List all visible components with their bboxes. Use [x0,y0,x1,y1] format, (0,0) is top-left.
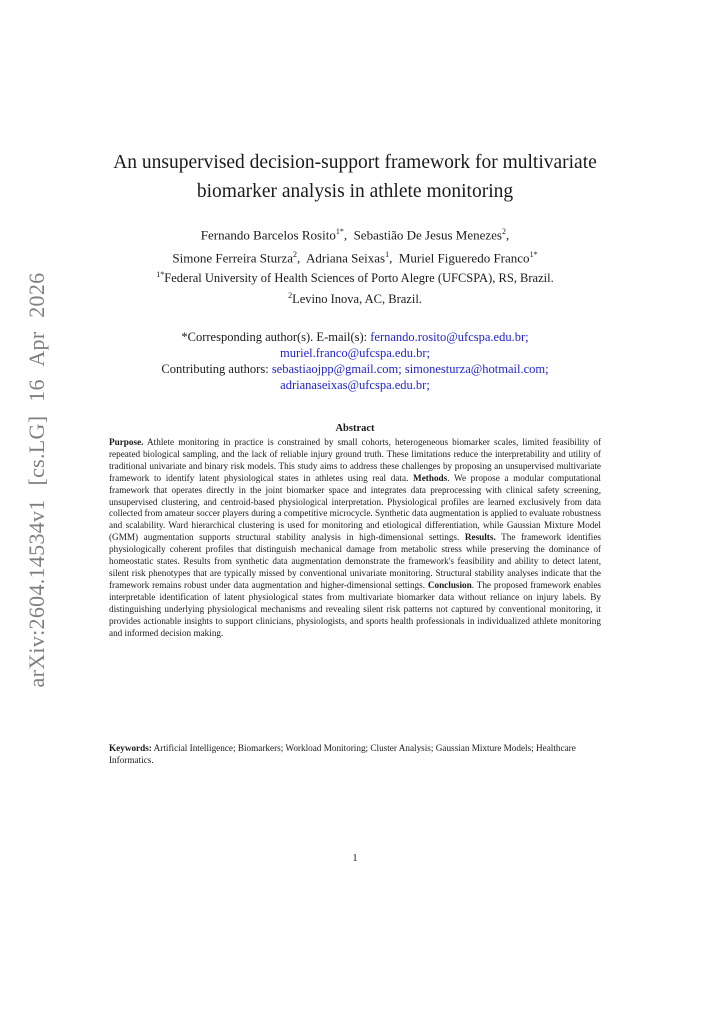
contributing-label: Contributing authors: [161,362,269,376]
keywords [109,743,601,767]
affiliation-2 [90,287,620,308]
author-line-2: Simone Ferreira Sturza$^2$, Adriana Seixas$^1$, Muriel Figueredo Franco$^{1*}$ [172,250,538,266]
purpose-label: Purpose. [109,437,144,447]
email-link[interactable]: adrianaseixas@ufcspa.edu.br; [280,378,430,392]
keywords-label: Keywords: [109,743,152,753]
contact-info [90,329,620,393]
author-name: Muriel Figueredo Franco [398,250,530,266]
methods-text: . We propose a modular computational framework that operates directly in the joint biomarker space and integrates data preprocessing with clinical safety screening, unsupervised clustering, and centroid-based physiological interpretation. Physiological profiles are learned exclusively from data collected from amateur soccer players during a competitive microcycle. Synthetic data augmentation is applied to evaluate robustness and scalability. Ward hierarchical clustering is used for monitoring and etiological differentiation, while Gaussian Mixture Model (GMM) augmentation supports structural stability analysis in high-dimensional settings. [109,472,601,543]
author-list [90,222,620,269]
author-name: Fernando Barcelos Rosito [200,227,336,243]
affiliation-text: Levino Inova, AC, Brazil. [292,292,422,307]
email-link[interactable]: sebastiaojpp@gmail.com; [271,362,402,376]
author-affiliation-mark: 1* [529,250,538,260]
affiliation-1 [90,266,620,287]
results-label: Results. [464,532,496,543]
contributing-line [90,361,620,377]
abstract-body [109,437,601,639]
affiliation-mark: 1* [156,270,165,279]
author-name: Adriana Seixas [306,250,386,266]
abstract-heading: Abstract [335,423,375,434]
author-line-1: Fernando Barcelos Rosito$^{1*}$, Sebastião De Jesus Menezes$^2$, [200,227,510,243]
author-affiliation-mark: 2 [501,227,506,236]
title-line-1: An unsupervised decision-support framework for multivariate [113,152,597,173]
keywords-text: Artificial Intelligence; Biomarkers; Workload Monitoring; Cluster Analysis; Gaussian Mixture Models; Healthcare Informatics. [109,743,576,765]
author-affiliation-mark: 1 [385,250,390,260]
arxiv-identifier[interactable]: arXiv:2604.14534v1 [cs.LG] 16 Apr 2026 [24,272,49,688]
affiliation-mark: 2 [288,291,293,301]
paper-title [90,148,620,206]
results-text: The framework identifies physiologically coherent profiles that distinguish mechanical damage from metabolic stress while preserving the dominance of homeostatic states. Results from synthetic data augmentation demonstrate the framework's feasibility and ability to detect latent, silent risk phenotypes that are typically missed by conventional univariate monitoring. Structural stability analyses indicate that the framework remains robust under data augmentation and higher-dimensional settings. [109,532,601,590]
author-name: Simone Ferreira Sturza [172,250,293,266]
methods-label: Methods [413,472,448,483]
email-link[interactable]: simonesturza@hotmail.com; [404,362,549,376]
page-number: 1 [352,853,358,864]
email-link[interactable]: fernando.rosito@ufcspa.edu.br; [370,330,529,344]
author-affiliation-mark: 2 [293,250,297,260]
corresponding-line [90,329,620,345]
affiliation-text: Federal University of Health Sciences of Porto Alegre (UFCSPA), RS, Brazil. [164,271,554,286]
corresponding-line-2 [90,345,620,361]
contributing-line-2 [90,377,620,393]
affiliations [90,266,620,308]
title-line-2: biomarker analysis in athlete monitoring [196,181,514,202]
purpose-text: Athlete monitoring in practice is constrained by small cohorts, heterogeneous biomarker scales, limited feasibility of repeated biological sampling, and the lack of reliable injury ground truth. These limitations reduce the interpretability and utility of traditional univariate and binary risk models. This study aims to address these challenges by proposing an unsupervised multivariate framework to identify latent physiological states in athletes using real data. [109,437,601,483]
conclusion-label: Conclusion [427,579,472,590]
corresponding-label: *Corresponding author(s). E-mail(s): [181,330,368,344]
author-affiliation-mark: 1* [335,227,344,236]
author-name: Sebastião De Jesus Menezes [353,227,502,243]
email-link[interactable]: muriel.franco@ufcspa.edu.br; [280,346,430,360]
conclusion-text: . The proposed framework enables interpretable identification of latent physiological states from multivariate biomarker data without reliance on injury labels. By distinguishing underlying physiological mechanisms and revealing silent risk patterns not captured by conventional monitoring, it provides actionable insights to support clinicians, physiologists, and sports health professionals in individualized athlete monitoring and informed decision making. [109,579,601,638]
